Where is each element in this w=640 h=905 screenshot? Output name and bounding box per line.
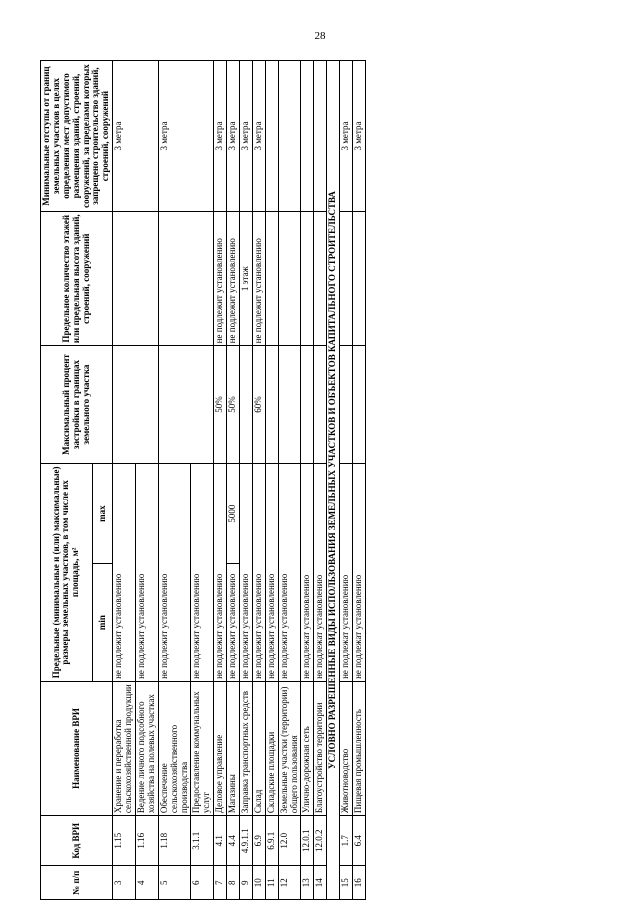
table-row <box>214 61 227 900</box>
row-setback: 3 метра <box>340 61 353 212</box>
header-name: Наименование ВРИ <box>41 681 113 815</box>
row-num: 6 <box>191 866 214 900</box>
row-num: 14 <box>314 866 327 900</box>
page-number: 28 <box>314 30 326 42</box>
row-floors <box>158 212 213 346</box>
row-num: 8 <box>227 866 240 900</box>
row-name: Складские площадки <box>265 681 278 815</box>
row-floors <box>314 212 327 346</box>
row-size: не подлежит установлению <box>278 463 301 681</box>
header-code: Код ВРИ <box>41 816 113 866</box>
header-setback: Минимальные отступы от границ земельных участков в целях определения мест допустимого размещения зданий, строений, сооружений, за пределами которых запрещено строительство зданий, строений, сооружений <box>41 61 113 212</box>
row-max: 5000 <box>227 463 240 564</box>
row-name: Магазины <box>227 681 240 815</box>
row-name: Деловое управление <box>214 681 227 815</box>
row-code: 12.0.1 <box>301 816 314 866</box>
row-num: 13 <box>301 866 314 900</box>
row-percent: 60% <box>252 346 265 463</box>
section-row <box>327 61 340 900</box>
row-setback: 3 метра <box>113 61 159 212</box>
row-name: Склад <box>252 681 265 815</box>
row-num: 12 <box>278 866 301 900</box>
row-setback <box>314 61 327 212</box>
row-code: 1.16 <box>136 816 159 866</box>
row-num: 16 <box>353 866 366 900</box>
row-name: Животноводство <box>340 681 353 815</box>
rotated-table-container <box>40 60 600 900</box>
table-row <box>252 61 265 900</box>
row-code: 4.4 <box>227 816 240 866</box>
row-floors <box>340 212 353 346</box>
row-percent <box>113 346 159 463</box>
row-size: не подлежат установлению <box>340 463 353 681</box>
row-percent <box>301 346 314 463</box>
row-percent <box>158 346 213 463</box>
table-row <box>113 61 136 900</box>
row-name: Обеспечение сельскохозяйственного производства <box>158 681 191 815</box>
row-setback <box>265 61 278 212</box>
row-size: не подлежит установлению <box>252 463 265 681</box>
row-name: Хранение и переработка сельскохозяйственной продукции <box>113 681 136 815</box>
row-size: не подлежат установлению <box>301 463 314 681</box>
row-code: 6.4 <box>353 816 366 866</box>
row-floors <box>301 212 314 346</box>
header-floors: Предельное количество этажей или предельная высота зданий, строений, сооружений <box>41 212 113 346</box>
row-percent <box>265 346 278 463</box>
row-name: Благоустройство территории <box>314 681 327 815</box>
header-num: № п/п <box>41 866 113 900</box>
row-name: Заправка транспортных средств <box>240 681 253 815</box>
table-row <box>240 61 253 900</box>
row-name: Улично-дорожная сеть <box>301 681 314 815</box>
row-floors <box>265 212 278 346</box>
row-code: 6.9 <box>252 816 265 866</box>
table-row <box>265 61 278 900</box>
row-floors: не подлежит установлению <box>227 212 240 346</box>
row-size: не подлежит установлению <box>265 463 278 681</box>
row-percent <box>314 346 327 463</box>
row-floors <box>278 212 301 346</box>
row-floors: 1 этаж <box>240 212 253 346</box>
row-setback: 3 метра <box>158 61 213 212</box>
row-num: 5 <box>158 866 191 900</box>
row-num: 10 <box>252 866 265 900</box>
row-size: не подлежит установлению <box>136 463 159 681</box>
row-num: 7 <box>214 866 227 900</box>
row-name: Ведение личного подсобного хозяйства на полевых участках <box>136 681 159 815</box>
row-name: Предоставление коммунальных услуг <box>191 681 214 815</box>
table-row <box>314 61 327 900</box>
table-row <box>227 61 240 900</box>
row-percent <box>240 346 253 463</box>
row-size: не подлежат установлению <box>353 463 366 681</box>
table-row <box>278 61 301 900</box>
row-num: 9 <box>240 866 253 900</box>
row-size: не подлежит установлению <box>191 463 214 681</box>
row-min: не подлежит установлению <box>227 564 240 681</box>
row-code: 1.7 <box>340 816 353 866</box>
row-size: не подлежит установлению <box>113 463 136 681</box>
row-setback: 3 метра <box>227 61 240 212</box>
row-name: Земельные участки (территории) общего пользования <box>278 681 301 815</box>
header-percent: Максимальный процент застройки в границах земельного участка <box>41 346 113 463</box>
header-size: Предельные (минимальные и (или) максимальные) размеры земельных участков, в том числе их площадь, м² <box>41 463 93 681</box>
row-size: не подлежит установлению <box>158 463 191 681</box>
row-percent <box>340 346 353 463</box>
row-setback: 3 метра <box>252 61 265 212</box>
table-row <box>158 61 191 900</box>
row-size: не подлежит установлению <box>240 463 253 681</box>
row-name: Пищевая промышленность <box>353 681 366 815</box>
row-size: не подлежат установлению <box>314 463 327 681</box>
row-percent <box>278 346 301 463</box>
header-min: min <box>92 564 112 681</box>
header-max: max <box>92 463 112 564</box>
row-num: 3 <box>113 866 136 900</box>
row-code: 3.1.1 <box>191 816 214 866</box>
row-percent <box>353 346 366 463</box>
table-row <box>340 61 353 900</box>
row-percent: 50% <box>227 346 240 463</box>
row-setback: 3 метра <box>353 61 366 212</box>
vri-table <box>40 60 366 900</box>
row-code: 1.15 <box>113 816 136 866</box>
table-row <box>353 61 366 900</box>
row-code: 1.18 <box>158 816 191 866</box>
row-floors <box>353 212 366 346</box>
row-num: 11 <box>265 866 278 900</box>
row-num: 15 <box>340 866 353 900</box>
row-setback: 3 метра <box>240 61 253 212</box>
row-setback <box>301 61 314 212</box>
row-num: 4 <box>136 866 159 900</box>
row-setback: 3 метра <box>214 61 227 212</box>
section-title: УСЛОВНО РАЗРЕШЕННЫЕ ВИДЫ ИСПОЛЬЗОВАНИЯ ЗЕМЕЛЬНЫХ УЧАСТКОВ И ОБЪЕКТОВ КАПИТАЛЬНОГО СТРОИТЕЛЬСТВА <box>327 61 340 900</box>
row-percent: 50% <box>214 346 227 463</box>
row-size: не подлежит установлению <box>214 463 227 681</box>
row-code: 4.9.1.1 <box>240 816 253 866</box>
row-floors <box>113 212 159 346</box>
row-code: 12.0.2 <box>314 816 327 866</box>
row-floors: не подлежит установлению <box>214 212 227 346</box>
row-floors: не подлежит установлению <box>252 212 265 346</box>
row-setback <box>278 61 301 212</box>
row-code: 4.1 <box>214 816 227 866</box>
table-row <box>301 61 314 900</box>
row-code: 12.0 <box>278 816 301 866</box>
row-code: 6.9.1 <box>265 816 278 866</box>
